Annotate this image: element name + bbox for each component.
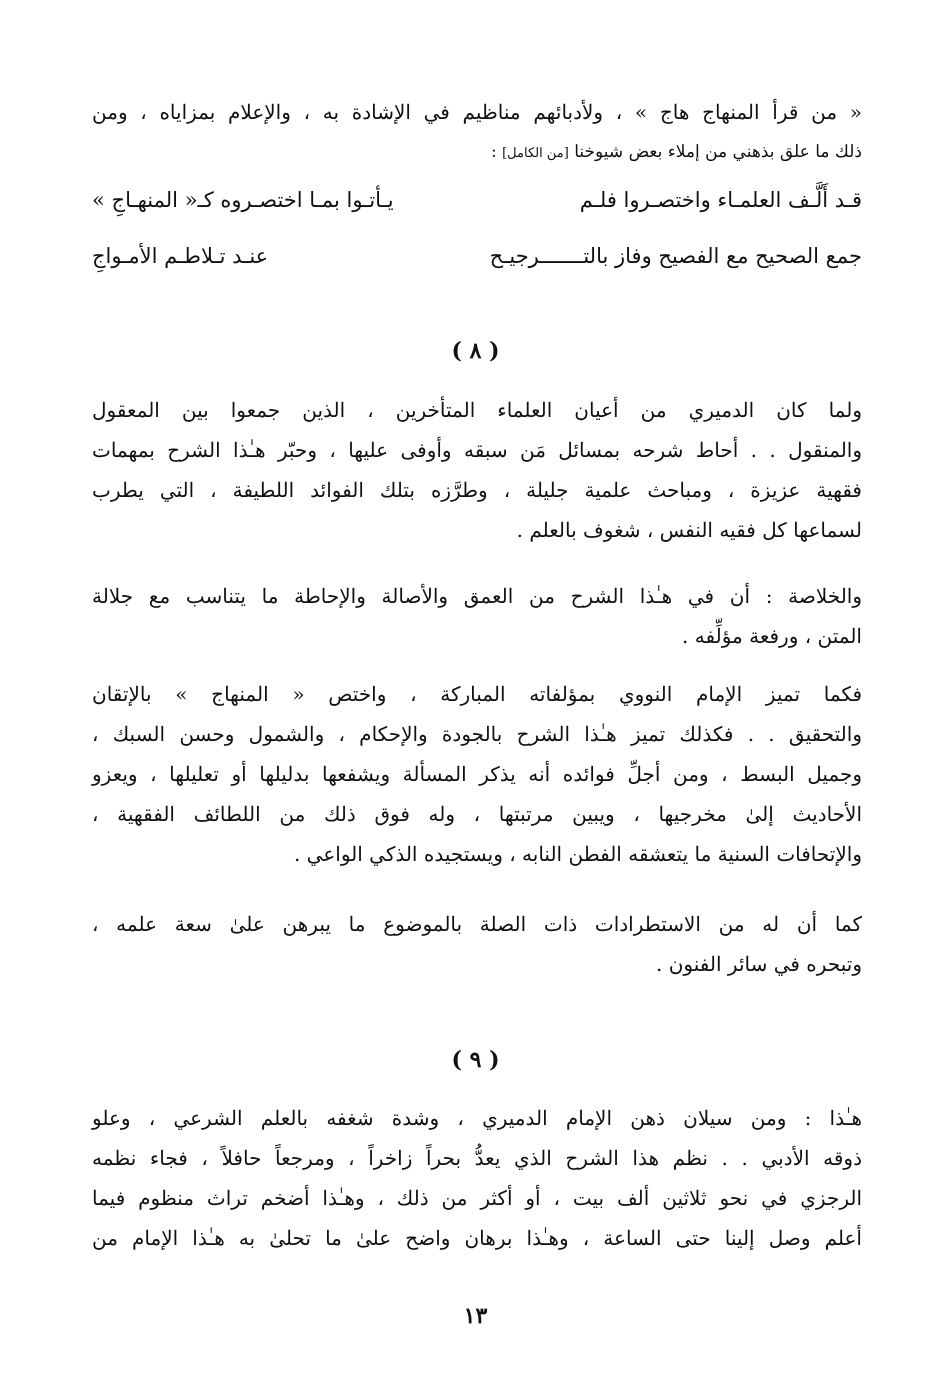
page-number: ١٣ — [463, 1303, 488, 1329]
verse-second-hemistich: عنـد تـلاطـم الأمـواجِ — [92, 244, 269, 268]
paragraph-line: الأحاديث إلىٰ مخرجيها ، ويبين مرتبتها ، وله فوق ذلك من اللطائف الفقهية ، — [92, 802, 862, 826]
paragraph-line: والخلاصة : أن في هـٰذا الشرح من العمق والأصالة والإحاطة ما يتناسب مع جلالة — [92, 584, 862, 608]
paragraph-line: والمنقول . . أحاط شرحه بمسائل مَن سبقه وأوفى عليها ، وحبّر هـٰذا الشرح بمهمات — [92, 438, 863, 462]
paragraph-line: أعلم وصل إلينا حتى الساعة ، وهـٰذا برهان واضح علىٰ ما تحلىٰ به هـٰذا الإمام من — [92, 1226, 862, 1250]
intro-line-2-end: : — [490, 142, 497, 162]
intro-line-1: « من قرأ المنهاج هاج » ، ولأدبائهم مناظيم في الإشادة به ، والإعلام بمزاياه ، ومن — [92, 100, 862, 124]
verse-first-hemistich: جمع الصحيح مع الفصيح وفاز بالتـــــــرجيـح — [489, 244, 862, 268]
paragraph-line: هـٰذا : ومن سيلان ذهن الإمام الدميري ، وشدة شغفه بالعلم الشرعي ، وعلو — [92, 1106, 862, 1130]
paragraph-line: وتبحره في سائر الفنون . — [656, 952, 862, 976]
verse-second-hemistich: يـأتـوا بمـا اختصـروه كـ« المنهـاجِ » — [92, 188, 394, 212]
poem-meter-label: [من الكامل] — [502, 146, 569, 161]
paragraph-line: فقهية عزيزة ، ومباحث علمية جليلة ، وطرَّزه بتلك الفوائد اللطيفة ، التي يطرب — [92, 478, 862, 502]
paragraph-line: ذوقه الأدبي . . نظم هذا الشرح الذي يعدُّ بحراً زاخراً ، ومرجعاً حافلاً ، فجاء نظمه — [92, 1146, 862, 1170]
section8-paragraph-2 — [92, 576, 862, 656]
paragraph-line: والتحقيق . . فكذلك تميز هـٰذا الشرح بالجودة والإحكام ، والشمول وحسن السبك ، — [92, 722, 862, 746]
paragraph-line: والإتحافات السنية ما يتعشقه الفطن النابه ، ويستجيده الذكي الواعي . — [293, 842, 862, 866]
intro-line-2-text: ذلك ما علق بذهني من إملاء بعض شيوخنا — [574, 142, 862, 162]
section8-paragraph-1 — [92, 390, 862, 550]
intro-paragraph — [92, 92, 862, 174]
paragraph-line: الرجزي في نحو ثلاثين ألف بيت ، أو أكثر من ذلك ، وهـٰذا أضخم تراث منظوم فيما — [92, 1186, 862, 1210]
paragraph-line: المتن ، ورفعة مؤلِّفه . — [682, 624, 862, 648]
section-number-9: ( ٩ ) — [451, 1047, 500, 1073]
verse-first-hemistich: قـد أَلَّـف العلمـاء واختصـروا فلـم — [579, 188, 862, 212]
paragraph-line: كما أن له من الاستطرادات ذات الصلة بالموضوع ما يبرهن علىٰ سعة علمه ، — [92, 912, 862, 936]
intro-line-2 — [92, 132, 862, 174]
paragraph-line: ولما كان الدميري من أعيان العلماء المتأخرين ، الذين جمعوا بين المعقول — [92, 398, 862, 422]
poem-verse — [92, 236, 862, 292]
poem-verse — [92, 180, 862, 236]
paragraph-line: لسماعها كل فقيه النفس ، شغوف بالعلم . — [516, 518, 862, 542]
paragraph-line: وجميل البسط ، ومن أجلِّ فوائده أنه يذكر المسألة ويشفعها بدليلها أو تعليلها ، ويعزو — [92, 762, 862, 786]
section-number-8: ( ٨ ) — [451, 338, 500, 364]
poem — [92, 180, 862, 292]
paragraph-line: فكما تميز الإمام النووي بمؤلفاته المباركة ، واختص « المنهاج » بالإتقان — [92, 682, 862, 706]
section8-paragraph-3 — [92, 674, 862, 874]
section8-paragraph-4 — [92, 904, 862, 984]
section9-paragraph-1 — [92, 1098, 862, 1258]
